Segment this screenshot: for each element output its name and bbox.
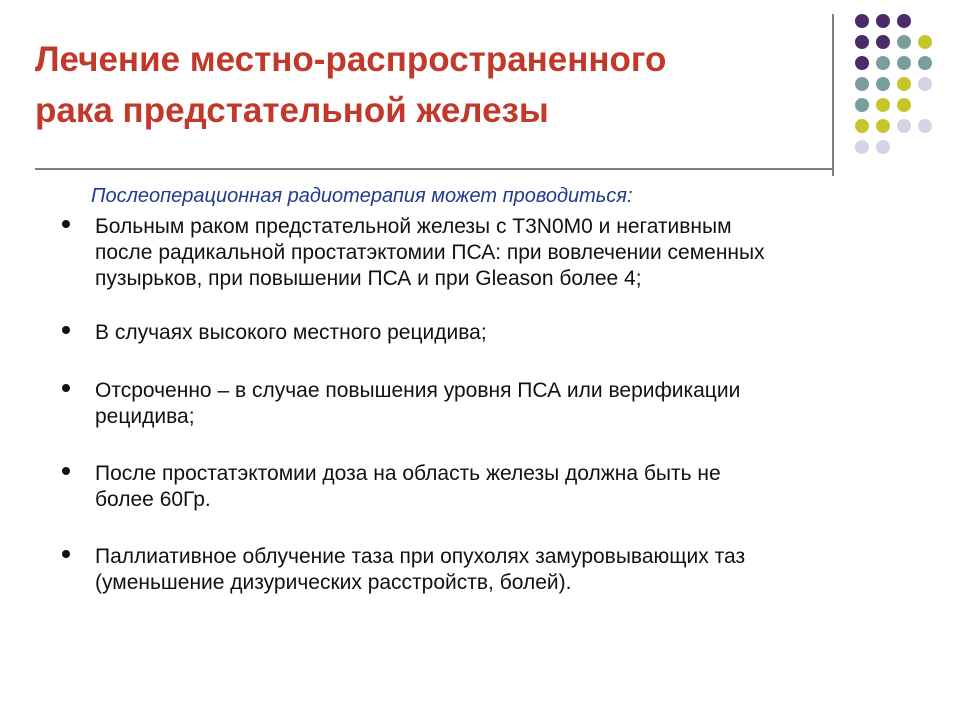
decorative-dot xyxy=(897,35,911,49)
decorative-dot xyxy=(897,77,911,91)
bullet-line: (уменьшение дизурических расстройств, болей). xyxy=(95,571,572,594)
vertical-divider xyxy=(832,14,834,176)
decorative-dot xyxy=(897,119,911,133)
slide-title xyxy=(35,34,815,136)
decorative-dot xyxy=(876,35,890,49)
decorative-dot xyxy=(855,98,869,112)
decorative-dot xyxy=(918,119,932,133)
decorative-dot xyxy=(897,56,911,70)
bullet-item-1 xyxy=(95,214,915,292)
bullet-line: более 60Гр. xyxy=(95,488,211,511)
decorative-dot xyxy=(876,14,890,28)
decorative-dot xyxy=(918,77,932,91)
slide-title-line-2: рака предстательной железы xyxy=(35,91,549,130)
decorative-dot xyxy=(876,77,890,91)
bullet-marker xyxy=(62,384,70,392)
decorative-dot xyxy=(897,14,911,28)
bullet-marker xyxy=(62,326,70,334)
decorative-dot xyxy=(855,77,869,91)
bullet-line: В случаях высокого местного рецидива; xyxy=(95,321,487,344)
bullet-line: после радикальной простатэктомии ПСА: при вовлечении семенных xyxy=(95,241,765,264)
decorative-dot xyxy=(918,56,932,70)
bullet-line: Паллиативное облучение таза при опухолях замуровывающих таз xyxy=(95,545,746,568)
decorative-dot xyxy=(876,140,890,154)
horizontal-divider xyxy=(35,168,833,170)
bullet-marker xyxy=(62,550,70,558)
bullet-item-5 xyxy=(95,544,915,596)
bullet-line: рецидива; xyxy=(95,405,195,428)
slide-title-line-1: Лечение местно-распространенного xyxy=(35,40,667,79)
bullet-marker xyxy=(62,220,70,228)
bullet-line: пузырьков, при повышении ПСА и при Gleason более 4; xyxy=(95,267,642,290)
bullet-marker xyxy=(62,467,70,475)
decorative-dot xyxy=(855,14,869,28)
bullet-item-3 xyxy=(95,378,915,430)
bullet-line: Отсроченно – в случае повышения уровня ПСА или верификации xyxy=(95,379,741,402)
decorative-dot xyxy=(855,119,869,133)
decorative-dot xyxy=(876,56,890,70)
decorative-dot xyxy=(855,56,869,70)
bullet-line: Больным раком предстательной железы с T3N0M0 и негативным xyxy=(95,215,732,238)
bullet-line: После простатэктомии доза на область железы должна быть не xyxy=(95,462,721,485)
decorative-dot xyxy=(918,35,932,49)
decorative-dot xyxy=(897,98,911,112)
decorative-dot xyxy=(855,140,869,154)
decorative-dot xyxy=(855,35,869,49)
subtitle: Послеоперационная радиотерапия может проводиться: xyxy=(91,185,633,207)
decorative-dot xyxy=(876,119,890,133)
bullet-item-4 xyxy=(95,461,915,513)
bullet-item-2 xyxy=(95,320,915,346)
decorative-dot xyxy=(876,98,890,112)
